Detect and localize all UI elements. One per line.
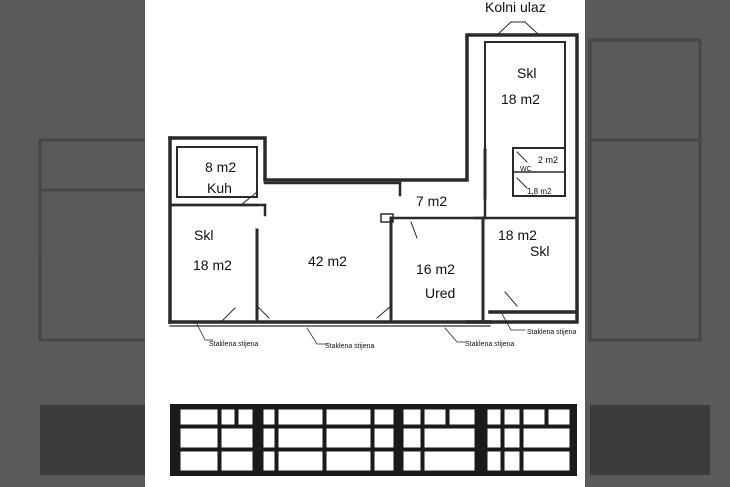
entrance-door (497, 22, 511, 35)
room-area: 1,8 m2 (527, 187, 552, 196)
door-swing (411, 222, 417, 238)
room-name: WC (520, 166, 532, 173)
entrance-label: Kolni ulaz (485, 0, 546, 15)
entrance-door (525, 22, 539, 35)
door-swing (257, 306, 269, 318)
room-name: Kuh (207, 180, 232, 196)
glass-wall-label: Staklena stijena (325, 343, 375, 350)
room-name: Skl (530, 243, 550, 259)
floor-plan-sheet (145, 0, 585, 487)
door-swing (377, 306, 391, 318)
room-name: Skl (194, 227, 214, 243)
door-swing (221, 308, 235, 322)
leader-line (445, 328, 465, 342)
room-area: 42 m2 (308, 253, 347, 269)
facade-elevation (170, 404, 577, 476)
door-swing (517, 178, 527, 188)
leader-line (307, 328, 327, 344)
glass-wall-label: Staklena stijena (527, 329, 577, 336)
room-area: 18 m2 (193, 257, 232, 273)
room-name: Skl (517, 65, 537, 81)
room-name: Ured (425, 285, 456, 301)
room-area: 18 m2 (501, 91, 540, 107)
door-swing (505, 292, 517, 306)
room-area: 2 m2 (538, 155, 559, 165)
door-swing (241, 192, 257, 205)
glass-wall-label: Staklena stijena (465, 341, 515, 348)
room-area: 8 m2 (205, 159, 237, 175)
glass-wall-label: Staklena stijena (209, 341, 259, 348)
room-area: 7 m2 (416, 193, 448, 209)
floor-plan (145, 0, 585, 487)
room-area: 16 m2 (416, 261, 455, 277)
outer-wall (170, 35, 577, 322)
door-swing (517, 152, 527, 162)
room-area: 18 m2 (498, 227, 537, 243)
